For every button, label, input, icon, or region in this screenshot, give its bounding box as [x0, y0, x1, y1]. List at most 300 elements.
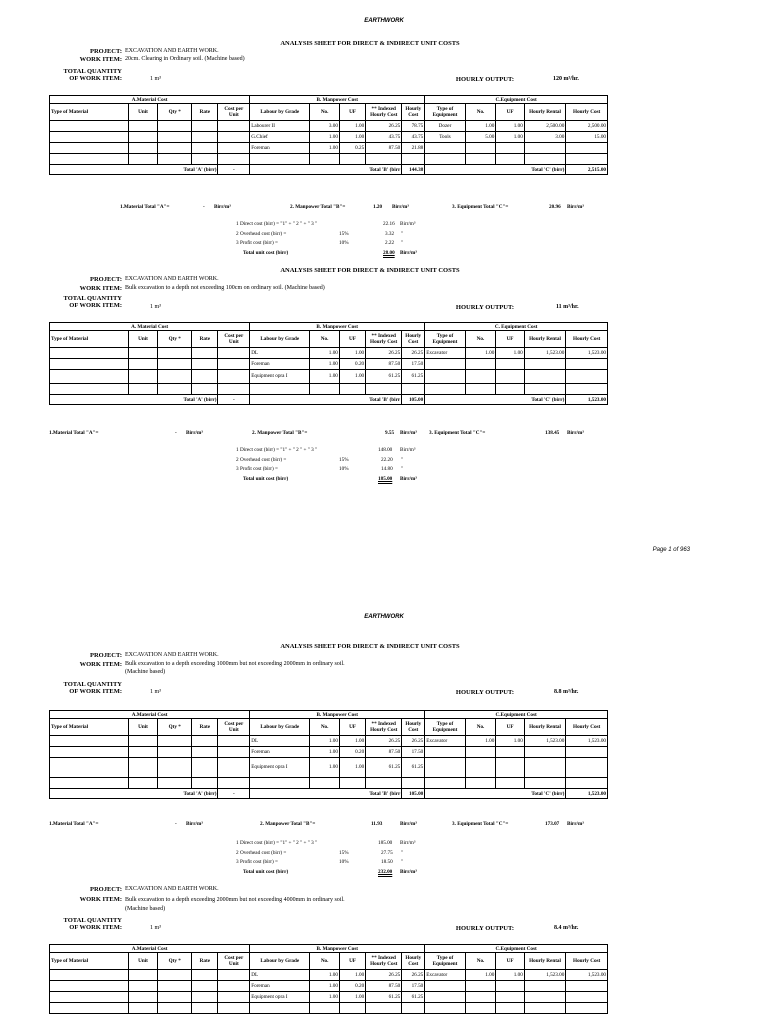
section-manpower: B. Manpower Cost: [250, 323, 425, 331]
equipment-no: 1.00: [465, 121, 496, 132]
formula-num: 2: [236, 850, 239, 856]
labour-uf: 1.00: [339, 992, 365, 1003]
work-item-label: WORK ITEM:: [79, 896, 122, 903]
table-row: [50, 778, 608, 789]
col-hourly-rental: Hourly Rental: [524, 719, 566, 736]
work-item: Bulk excavation to a depth not exceeding 100cm on ordinary soil. (Machine based): [125, 285, 325, 291]
col-labour-by-grade: Labour by Grade: [250, 719, 310, 736]
quantity: 1 m³: [150, 689, 161, 695]
total-unit-cost-unit: Birr/m³: [400, 869, 417, 875]
col-cost-per-unit: Cost per Unit: [218, 104, 250, 121]
col-no: No.: [310, 953, 340, 970]
col-hourly-cost: Hourly Cost: [402, 104, 425, 121]
labour-indexed-cost: 87.50: [366, 747, 402, 758]
formula-direct-label: Direct cost (birr) = "1" + " 2 " + " 3 ": [240, 447, 318, 453]
section-material: A. Material Cost: [50, 323, 250, 331]
equipment-total-label: 3. Equipment Total "C"=: [452, 204, 509, 210]
profit-cost: 2.22: [385, 240, 395, 246]
col-indexed-hourly-cost: ** Indexed Hourly Cost: [366, 953, 402, 970]
equipment-total: 173.07: [545, 821, 560, 827]
labour-no: 1.00: [310, 370, 340, 384]
col-hourly-cost: Hourly Cost: [566, 953, 608, 970]
material-total-unit: Birr/m³: [186, 430, 203, 436]
labour-no: 1.00: [310, 970, 340, 981]
material-total-label: 1.Material Total "A"=: [49, 821, 99, 827]
hourly-output: 11 m³/hr.: [556, 304, 579, 310]
col-no: No.: [310, 331, 340, 348]
project-label: PROJECT:: [89, 48, 122, 55]
equipment-rental: 1,523.00: [524, 348, 566, 359]
labour-hourly-cost: 17.50: [402, 981, 425, 992]
total-qty-label: TOTAL QUANTITY: [63, 295, 122, 302]
labour-grade: DL: [250, 348, 310, 359]
direct-cost-unit: Birr/m³: [400, 840, 416, 846]
total-unit-cost: 185.00: [378, 476, 393, 482]
equipment-no: 5.00: [465, 132, 496, 143]
sheet-title: ANALYSIS SHEET FOR DIRECT & INDIRECT UNIT COSTS: [280, 40, 460, 47]
col-uf: UF: [496, 331, 524, 348]
formula-direct-label: Direct cost (birr) = "1" + " 2 " + " 3 ": [240, 221, 318, 227]
table-row: [50, 143, 608, 154]
col-hourly-cost: Hourly Cost: [402, 331, 425, 348]
labour-no: 1.00: [310, 758, 340, 778]
equipment-rental: 1,523.00: [524, 736, 566, 747]
labour-hourly-cost: 43.75: [402, 132, 425, 143]
material-total-label: 1.Material Total "A"=: [49, 430, 99, 436]
sheet-title: ANALYSIS SHEET FOR DIRECT & INDIRECT UNIT COSTS: [280, 643, 460, 650]
equipment-no: 1.00: [465, 970, 496, 981]
total-c: 2,515.00: [566, 165, 608, 175]
labour-indexed-cost: 61.25: [366, 370, 402, 384]
hourly-output-label: HOURLY OUTPUT:: [455, 925, 514, 932]
total-qty-label: TOTAL QUANTITY: [63, 68, 122, 75]
labour-no: 1.00: [310, 132, 340, 143]
total-b-label: Total 'B' (birr: [250, 789, 402, 799]
col-hourly-cost: Hourly Cost: [402, 953, 425, 970]
total-a-label: Total 'A' (birr): [50, 789, 218, 799]
formula-direct-label: Direct cost (birr) = "1" + " 2 " + " 3 ": [240, 840, 318, 846]
formula-overhead-label: Overhead cost (birr) =: [240, 457, 287, 463]
hourly-output-label: HOURLY OUTPUT:: [455, 304, 514, 311]
project-name: EXCAVATION AND EARTH WORK.: [125, 276, 219, 282]
equipment-total-unit: Birr/m³: [567, 821, 584, 827]
material-total: -: [175, 821, 177, 827]
work-item-label: WORK ITEM:: [79, 56, 122, 63]
col-qty: Qty *: [158, 104, 192, 121]
manpower-total-label: 2. Manpower Total "B"=: [290, 204, 346, 210]
project-name: EXCAVATION AND EARTH WORK.: [125, 48, 219, 54]
equipment-hourly-cost: 1,523.00: [566, 970, 608, 981]
labour-no: 1.00: [310, 359, 340, 370]
equipment-type: Tools: [425, 132, 465, 143]
col-no: No.: [465, 104, 496, 121]
total-a-label: Total 'A' (birr): [50, 165, 218, 175]
col-no: No.: [465, 331, 496, 348]
profit-percent: 10%: [339, 859, 349, 865]
material-total: -: [203, 204, 205, 210]
table-row: [50, 992, 608, 1003]
table-row: [50, 981, 608, 992]
labour-indexed-cost: 61.25: [366, 992, 402, 1003]
col-type-of-material: Type of Material: [50, 719, 129, 736]
col-hourly-rental: Hourly Rental: [524, 331, 566, 348]
labour-grade: Equipment opra I: [250, 992, 310, 1003]
equipment-total: 138.45: [545, 430, 560, 436]
project-label: PROJECT:: [89, 652, 122, 659]
labour-no: 1.00: [310, 348, 340, 359]
col-no: No.: [310, 104, 340, 121]
profit-cost: 18.50: [381, 859, 393, 865]
overhead-cost: 27.75: [381, 850, 393, 856]
col-type-of-material: Type of Material: [50, 331, 129, 348]
labour-indexed-cost: 26.25: [366, 348, 402, 359]
col-type-of-material: Type of Material: [50, 953, 129, 970]
total-unit-cost-unit: Birr/m³: [400, 476, 417, 482]
formula-profit-label: Profit cost (birr) =: [240, 240, 278, 246]
labour-hourly-cost: 26.25: [402, 348, 425, 359]
direct-cost-unit: Birr/m³: [400, 221, 416, 227]
manpower-total-unit: Birr/m³: [400, 430, 417, 436]
labour-uf: 1.00: [339, 758, 365, 778]
manpower-total-label: 2. Manpower Total "B"=: [260, 821, 316, 827]
sheet-title: ANALYSIS SHEET FOR DIRECT & INDIRECT UNIT COSTS: [280, 267, 460, 274]
labour-indexed-cost: 26.25: [366, 736, 402, 747]
labour-grade: Labourer II: [250, 121, 310, 132]
equipment-total-unit: Birr/m³: [567, 204, 584, 210]
total-b: 105.00: [402, 789, 425, 799]
table-row: [50, 736, 608, 747]
total-unit-cost-unit: Birr/m³: [400, 250, 417, 256]
ditto-mark: ": [401, 850, 404, 856]
formula-num: 3: [236, 240, 239, 246]
section-manpower: B. Manpower Cost: [250, 711, 425, 719]
equipment-uf: 1.00: [496, 736, 524, 747]
equipment-total-unit: Birr/m³: [567, 430, 584, 436]
labour-grade: G.Chief: [250, 132, 310, 143]
table-row: [50, 132, 608, 143]
equipment-no: 1.00: [465, 348, 496, 359]
total-unit-cost-label: Total unit cost (birr): [243, 476, 289, 482]
work-item: Bulk excavation to a depth exceeding 2000mm but not exceeding 4000mm in ordinary soil.: [125, 897, 345, 903]
work-item-label: WORK ITEM:: [79, 661, 122, 668]
col-rate: Rate: [192, 953, 218, 970]
labour-indexed-cost: 87.50: [366, 981, 402, 992]
labour-grade: Foreman: [250, 143, 310, 154]
manpower-total: 11.93: [371, 821, 383, 827]
col-rate: Rate: [192, 104, 218, 121]
labour-uf: 1.00: [339, 970, 365, 981]
labour-hourly-cost: 61.25: [402, 758, 425, 778]
labour-uf: 0.20: [339, 359, 365, 370]
cost-table: [49, 322, 608, 405]
col-cost-per-unit: Cost per Unit: [218, 719, 250, 736]
formula-overhead-label: Overhead cost (birr) =: [240, 850, 287, 856]
total-a: -: [218, 395, 250, 405]
col-qty: Qty *: [158, 953, 192, 970]
formula-num: 2: [236, 231, 239, 237]
col-rate: Rate: [192, 331, 218, 348]
total-qty-label: TOTAL QUANTITY: [63, 681, 122, 688]
section-equipment: C.Equipment Cost: [425, 711, 608, 719]
project-label: PROJECT:: [89, 276, 122, 283]
col-type-of-material: Type of Material: [50, 104, 129, 121]
total-a: -: [218, 789, 250, 799]
labour-hourly-cost: 61.25: [402, 370, 425, 384]
equipment-total-label: 3. Equipment Total "C"=: [429, 430, 486, 436]
hourly-output-label: HOURLY OUTPUT:: [455, 689, 514, 696]
equipment-rental: 3.00: [524, 132, 566, 143]
labour-uf: 1.00: [339, 348, 365, 359]
table-row: [50, 359, 608, 370]
labour-hourly-cost: 78.75: [402, 121, 425, 132]
project-name: EXCAVATION AND EARTH WORK.: [125, 886, 219, 892]
table-row: [50, 747, 608, 758]
col-unit: Unit: [128, 953, 158, 970]
overhead-cost: 22.20: [381, 457, 393, 463]
formula-num: 3: [236, 859, 239, 865]
total-unit-cost-label: Total unit cost (birr): [243, 250, 289, 256]
formula-num: 1: [236, 447, 239, 453]
formula-profit-label: Profit cost (birr) =: [240, 859, 278, 865]
total-a-label: Total 'A' (birr): [50, 395, 218, 405]
labour-no: 1.00: [310, 981, 340, 992]
total-b: 105.00: [402, 395, 425, 405]
labour-uf: 0.20: [339, 747, 365, 758]
hourly-output: 8.4 m³/hr.: [554, 925, 579, 931]
cost-table: [49, 710, 608, 799]
col-uf: UF: [339, 719, 365, 736]
col-type-of-equipment: Type of Equipment: [425, 331, 465, 348]
col-uf: UF: [339, 104, 365, 121]
equipment-uf: 1.00: [496, 348, 524, 359]
col-labour-by-grade: Labour by Grade: [250, 953, 310, 970]
material-total-label: 1.Material Total "A"=: [120, 204, 170, 210]
labour-grade: Equipment opra I: [250, 370, 310, 384]
col-unit: Unit: [128, 331, 158, 348]
hourly-output: 8.8 m³/hr.: [554, 689, 579, 695]
equipment-type: Excavator: [425, 970, 465, 981]
total-c: 1,523.00: [566, 789, 608, 799]
col-uf: UF: [339, 331, 365, 348]
quantity: 1 m³: [150, 76, 161, 82]
col-hourly-rental: Hourly Rental: [524, 953, 566, 970]
labour-grade: Equipment opra I: [250, 758, 310, 778]
work-item-note: (Machine based): [125, 906, 166, 912]
manpower-total-unit: Birr/m³: [392, 204, 409, 210]
equipment-type: Dozer: [425, 121, 465, 132]
labour-no: 1.00: [310, 736, 340, 747]
quantity: 1 m³: [150, 925, 161, 931]
total-unit-cost: 28.00: [383, 250, 395, 256]
col-type-of-equipment: Type of Equipment: [425, 953, 465, 970]
labour-uf: 0.25: [339, 143, 365, 154]
work-item-label: WORK ITEM:: [79, 285, 122, 292]
profit-cost: 14.80: [381, 466, 393, 472]
formula-num: 1: [236, 221, 239, 227]
equipment-uf: 1.00: [496, 970, 524, 981]
labour-indexed-cost: 87.50: [366, 359, 402, 370]
equipment-rental: 2,500.00: [524, 121, 566, 132]
col-labour-by-grade: Labour by Grade: [250, 331, 310, 348]
labour-no: 3.00: [310, 121, 340, 132]
material-total-unit: Birr/m³: [214, 204, 231, 210]
formula-overhead-label: Overhead cost (birr) =: [240, 231, 287, 237]
total-qty-label-2: OF WORK ITEM:: [69, 924, 122, 931]
labour-grade: Foreman: [250, 981, 310, 992]
labour-grade: Foreman: [250, 747, 310, 758]
profit-percent: 10%: [339, 466, 349, 472]
col-no: No.: [465, 953, 496, 970]
total-b-label: Total 'B' (birr: [250, 395, 402, 405]
col-no: No.: [310, 719, 340, 736]
labour-no: 1.00: [310, 992, 340, 1003]
manpower-total: 1.20: [373, 204, 383, 210]
table-row: [50, 154, 608, 165]
table-row: [50, 370, 608, 384]
table-row: [50, 758, 608, 778]
total-a: -: [218, 165, 250, 175]
material-total: -: [175, 430, 177, 436]
col-hourly-cost: Hourly Cost: [566, 104, 608, 121]
labour-uf: 1.00: [339, 736, 365, 747]
col-indexed-hourly-cost: ** Indexed Hourly Cost: [366, 719, 402, 736]
labour-uf: 1.00: [339, 370, 365, 384]
work-item-note: (Machine based): [125, 669, 166, 675]
labour-hourly-cost: 26.25: [402, 970, 425, 981]
total-c-label: Total 'C' (birr): [425, 789, 566, 799]
labour-uf: 1.00: [339, 121, 365, 132]
labour-uf: 1.00: [339, 132, 365, 143]
total-b-label: Total 'B' (birr: [250, 165, 402, 175]
col-cost-per-unit: Cost per Unit: [218, 953, 250, 970]
cost-table: [49, 95, 608, 175]
equipment-type: Excavator: [425, 348, 465, 359]
work-item: 20cm. Clearing in Ordinary soil. (Machine based): [125, 56, 245, 62]
col-indexed-hourly-cost: ** Indexed Hourly Cost: [366, 331, 402, 348]
equipment-hourly-cost: 1,523.00: [566, 348, 608, 359]
overhead-percent: 15%: [339, 850, 349, 856]
labour-indexed-cost: 26.25: [366, 970, 402, 981]
formula-num: 1: [236, 840, 239, 846]
labour-uf: 0.20: [339, 981, 365, 992]
equipment-hourly-cost: 2,500.00: [566, 121, 608, 132]
ditto-mark: ": [401, 859, 404, 865]
total-unit-cost: 232.00: [378, 869, 393, 875]
project-label: PROJECT:: [89, 886, 122, 893]
labour-hourly-cost: 26.25: [402, 736, 425, 747]
total-qty-label-2: OF WORK ITEM:: [69, 688, 122, 695]
cost-table: [49, 944, 608, 1014]
col-uf: UF: [496, 719, 524, 736]
material-total-unit: Birr/m³: [186, 821, 203, 827]
section-equipment: C. Equipment Cost: [425, 323, 608, 331]
col-type-of-equipment: Type of Equipment: [425, 719, 465, 736]
col-hourly-cost: Hourly Cost: [566, 331, 608, 348]
doc-header: EARTHWORK: [364, 18, 404, 24]
total-c-label: Total 'C' (birr): [425, 165, 566, 175]
labour-hourly-cost: 61.25: [402, 992, 425, 1003]
direct-cost: 185.00: [378, 840, 393, 846]
col-uf: UF: [339, 953, 365, 970]
col-hourly-rental: Hourly Rental: [524, 104, 566, 121]
col-qty: Qty *: [158, 719, 192, 736]
col-uf: UF: [496, 953, 524, 970]
equipment-hourly-cost: 1,523.00: [566, 736, 608, 747]
total-unit-cost-label: Total unit cost (birr): [243, 869, 289, 875]
project-name: EXCAVATION AND EARTH WORK.: [125, 652, 219, 658]
col-type-of-equipment: Type of Equipment: [425, 104, 465, 121]
col-cost-per-unit: Cost per Unit: [218, 331, 250, 348]
col-uf: UF: [496, 104, 524, 121]
table-row: [50, 121, 608, 132]
ditto-mark: ": [401, 457, 404, 463]
direct-cost-unit: Birr/m³: [400, 447, 416, 453]
hourly-output: 120 m³/hr.: [553, 76, 579, 82]
equipment-no: 1.00: [465, 736, 496, 747]
equipment-uf: 1.00: [496, 132, 524, 143]
formula-num: 3: [236, 466, 239, 472]
labour-indexed-cost: 87.50: [366, 143, 402, 154]
work-item: Bulk excavation to a depth exceeding 1000mm but not exceeding 2000mm in ordinary soil.: [125, 661, 345, 667]
manpower-total-label: 2. Manpower Total "B"=: [252, 430, 308, 436]
labour-indexed-cost: 61.25: [366, 758, 402, 778]
col-hourly-cost: Hourly Cost: [566, 719, 608, 736]
section-manpower: B. Manpower Cost: [250, 945, 425, 953]
col-rate: Rate: [192, 719, 218, 736]
col-qty: Qty *: [158, 331, 192, 348]
section-material: A.Material Cost: [50, 711, 250, 719]
labour-hourly-cost: 21.88: [402, 143, 425, 154]
total-c: 1,523.00: [566, 395, 608, 405]
manpower-total-unit: Birr/m³: [400, 821, 417, 827]
total-c-label: Total 'C' (birr): [425, 395, 566, 405]
equipment-rental: 1,523.00: [524, 970, 566, 981]
labour-grade: Foreman: [250, 359, 310, 370]
total-qty-label-2: OF WORK ITEM:: [69, 302, 122, 309]
col-no: No.: [465, 719, 496, 736]
section-material: A.Material Cost: [50, 945, 250, 953]
equipment-hourly-cost: 15.00: [566, 132, 608, 143]
col-labour-by-grade: Labour by Grade: [250, 104, 310, 121]
equipment-type: Excavator: [425, 736, 465, 747]
section-equipment: C.Equipment Cost: [425, 945, 608, 953]
ditto-mark: ": [401, 231, 404, 237]
col-unit: Unit: [128, 719, 158, 736]
manpower-total: 9.55: [385, 430, 395, 436]
overhead-percent: 15%: [339, 231, 349, 237]
labour-hourly-cost: 17.50: [402, 359, 425, 370]
section-equipment: C.Equipment Cost: [425, 96, 608, 104]
direct-cost: 22.16: [383, 221, 395, 227]
table-row: [50, 348, 608, 359]
overhead-percent: 15%: [339, 457, 349, 463]
direct-cost: 148.00: [378, 447, 393, 453]
hourly-output-label: HOURLY OUTPUT:: [455, 76, 514, 83]
section-material: A.Material Cost: [50, 96, 250, 104]
total-qty-label: TOTAL QUANTITY: [63, 917, 122, 924]
equipment-total: 20.96: [549, 204, 561, 210]
table-row: [50, 970, 608, 981]
total-qty-label-2: OF WORK ITEM:: [69, 75, 122, 82]
table-row: [50, 384, 608, 395]
formula-profit-label: Profit cost (birr) =: [240, 466, 278, 472]
overhead-cost: 3.32: [385, 231, 395, 237]
equipment-uf: 1.00: [496, 121, 524, 132]
labour-grade: DL: [250, 970, 310, 981]
col-hourly-cost: Hourly Cost: [402, 719, 425, 736]
labour-indexed-cost: 26.25: [366, 121, 402, 132]
doc-header: EARTHWORK: [364, 614, 404, 620]
